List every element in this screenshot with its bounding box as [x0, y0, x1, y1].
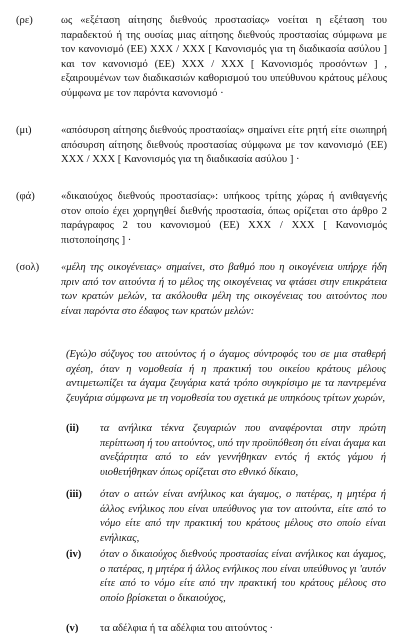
subitem-text: τα αδέλφια ή τα αδέλφια του αιτούντος · [100, 623, 274, 634]
definition-text: «δικαιούχος διεθνούς προστασίας»: υπήκοος τρίτης χώρας ή ανιθαγενής στον οποίο έχει χορηγηθεί διεθνής προστασία, όπως ορίζεται στο άρθρο 2 παράγραφος 2 του κανονισμού (ΕΕ) XXX / XXX [ Κανονισμός πιστοποίησης ] · [61, 191, 387, 246]
subitem-text: όταν ο αιτών είναι ανήλικος και άγαμος, ο πατέρας, η μητέρα ή άλλος ενήλικος που είναι υπεύθυνος για τον αιτούντα, είτε από το νόμο είτε από την πρακτική του κράτους μέλους στο οποίο είναι ενήλικας, [100, 489, 386, 544]
definition-label: (φά) [16, 191, 35, 202]
subitem-label: (Εγώ) [66, 349, 92, 360]
subitem-text: τα ανήλικα τέκνα ζευγαριών που αναφέρονται στην πρώτη περίπτωση ή του αιτούντος, υπό την προϋπόθεση ότι είναι άγαμα και ανεξάρτητα από το εάν γεννήθηκαν εντός ή εκτός γάμου ή υιοθετήθηκαν όπως ορίζεται στο εθνικό δίκαιο, [100, 423, 386, 478]
subitem-label: (iii) [66, 489, 82, 500]
subitem-label: (ii) [66, 423, 79, 434]
definition-label: (ρε) [16, 15, 33, 26]
definition-label: (σολ) [16, 262, 40, 273]
subitem-label: (v) [66, 623, 79, 634]
definition-text: «απόσυρση αίτησης διεθνούς προστασίας» σημαίνει είτε ρητή είτε σιωπηρή απόσυρση αίτησης διεθνούς προστασίας σύμφωνα με τον κανονισμό (ΕΕ) XXX / XXX [ Κανονισμός για τη διαδικασία ασύλου ] · [61, 125, 387, 166]
definition-text: ως «εξέταση αίτησης διεθνούς προστασίας» νοείται η εξέταση του παραδεκτού ή της ουσίας μιας αίτησης διεθνούς προστασίας σύμφωνα με τον κανονισμό (ΕΕ) XXX / XXX [ Κανονισμός για τη διαδικασία ασύλου ] και τον κανονισμό (ΕΕ) XXX / XXX [ Κανονισμός προσόντων ] , εξαιρουμένων των διαδικασιών καθορισμού του υπεύθυνου κράτους μέλους σύμφωνα με τον παρόντα κανονισμό · [61, 15, 387, 99]
subitem-content: ο σύζυγος του αιτούντος ή ο άγαμος σύντροφός του σε μια σταθερή σχέση, όταν η νομοθεσία ή η πρακτική του οικείου κράτους μέλους αντιμετωπίζει τα άγαμα ζευγάρια κατά τρόπο συγκρίσιμο με τα παντρεμένα ζευγάρια σύμφωνα με τη νομοθεσία του σχετικά με υπηκόους τρίτων χωρών, [66, 349, 386, 404]
definition-label: (μι) [16, 125, 32, 136]
subitem-label: (iv) [66, 549, 82, 560]
subitem-text: όταν ο δικαιούχος διεθνούς προστασίας είναι ανήλικος και άγαμος, ο πατέρας, η μητέρα ή άλλος ενήλικος που είναι υπεύθυνος γι 'αυτόν είτε από το νόμο είτε από την πρακτική του κράτους μέλους στο οποίο βρίσκεται ο δικαιούχος, [100, 549, 386, 604]
subitem-text [66, 348, 386, 406]
definition-text: «μέλη της οικογένειας» σημαίνει, στο βαθμό που η οικογένεια υπήρχε ήδη πριν από τον αιτούντα ή το μέλος της οικογένειας να φτάσει στην επικράτεια των κρατών μελών, τα ακόλουθα μέλη της οικογένειας του αιτούντος που είναι παρόντα στο έδαφος των κρατών μελών: [61, 262, 387, 317]
